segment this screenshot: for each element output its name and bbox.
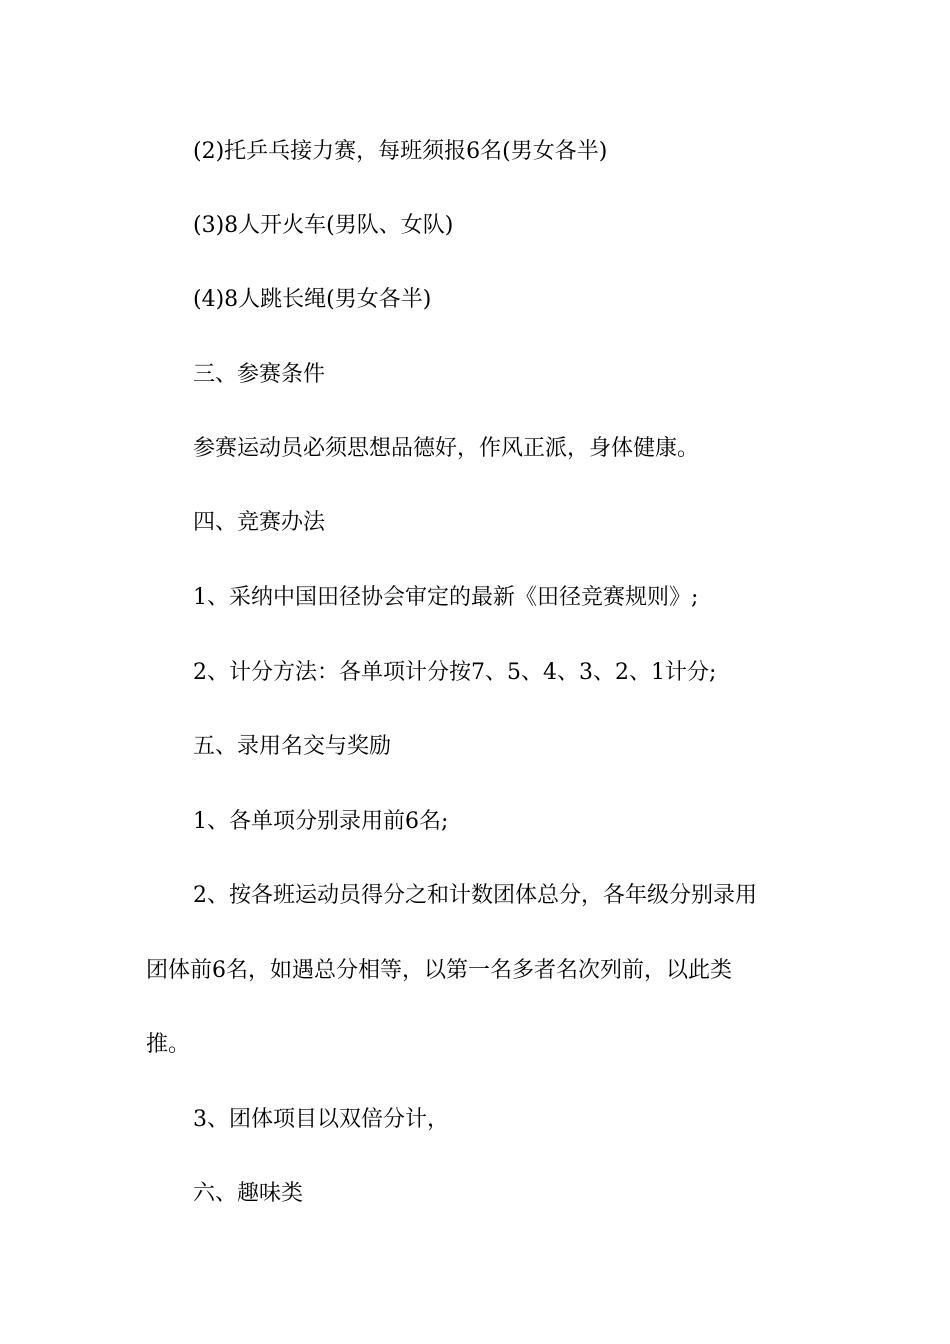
paragraph-team-total-line3: 推。 bbox=[146, 1032, 191, 1057]
list-item-train: (3)8人开火车(男队、女队) bbox=[193, 213, 454, 238]
paragraph-team-total-line2: 团体前6名，如遇总分相等，以第一名多者名次列前，以此类 bbox=[146, 958, 732, 983]
list-item-top-six: 1、各单项分别录用前6名; bbox=[193, 809, 449, 834]
section-heading-fun: 六、趣味类 bbox=[193, 1181, 304, 1206]
paragraph-team-total-line1: 2、按各班运动员得分之和计数团体总分，各年级分别录用 bbox=[193, 883, 757, 908]
list-item-rules: 1、采纳中国田径协会审定的最新《田径竞赛规则》; bbox=[193, 585, 699, 610]
section-heading-methods: 四、竞赛办法 bbox=[193, 510, 326, 535]
section-heading-conditions: 三、参赛条件 bbox=[193, 362, 326, 387]
section-heading-awards: 五、录用名交与奖励 bbox=[193, 734, 392, 759]
list-item-double-score: 3、团体项目以双倍分计， bbox=[193, 1107, 449, 1132]
paragraph-conditions: 参赛运动员必须思想品德好，作风正派，身体健康。 bbox=[193, 436, 700, 461]
list-item-scoring: 2、计分方法：各单项计分按7、5、4、3、2、1计分; bbox=[193, 660, 717, 685]
list-item-rope: (4)8人跳长绳(男女各半) bbox=[193, 287, 432, 312]
list-item-relay: (2)托乒乓接力赛，每班须报6名(男女各半) bbox=[193, 139, 608, 164]
